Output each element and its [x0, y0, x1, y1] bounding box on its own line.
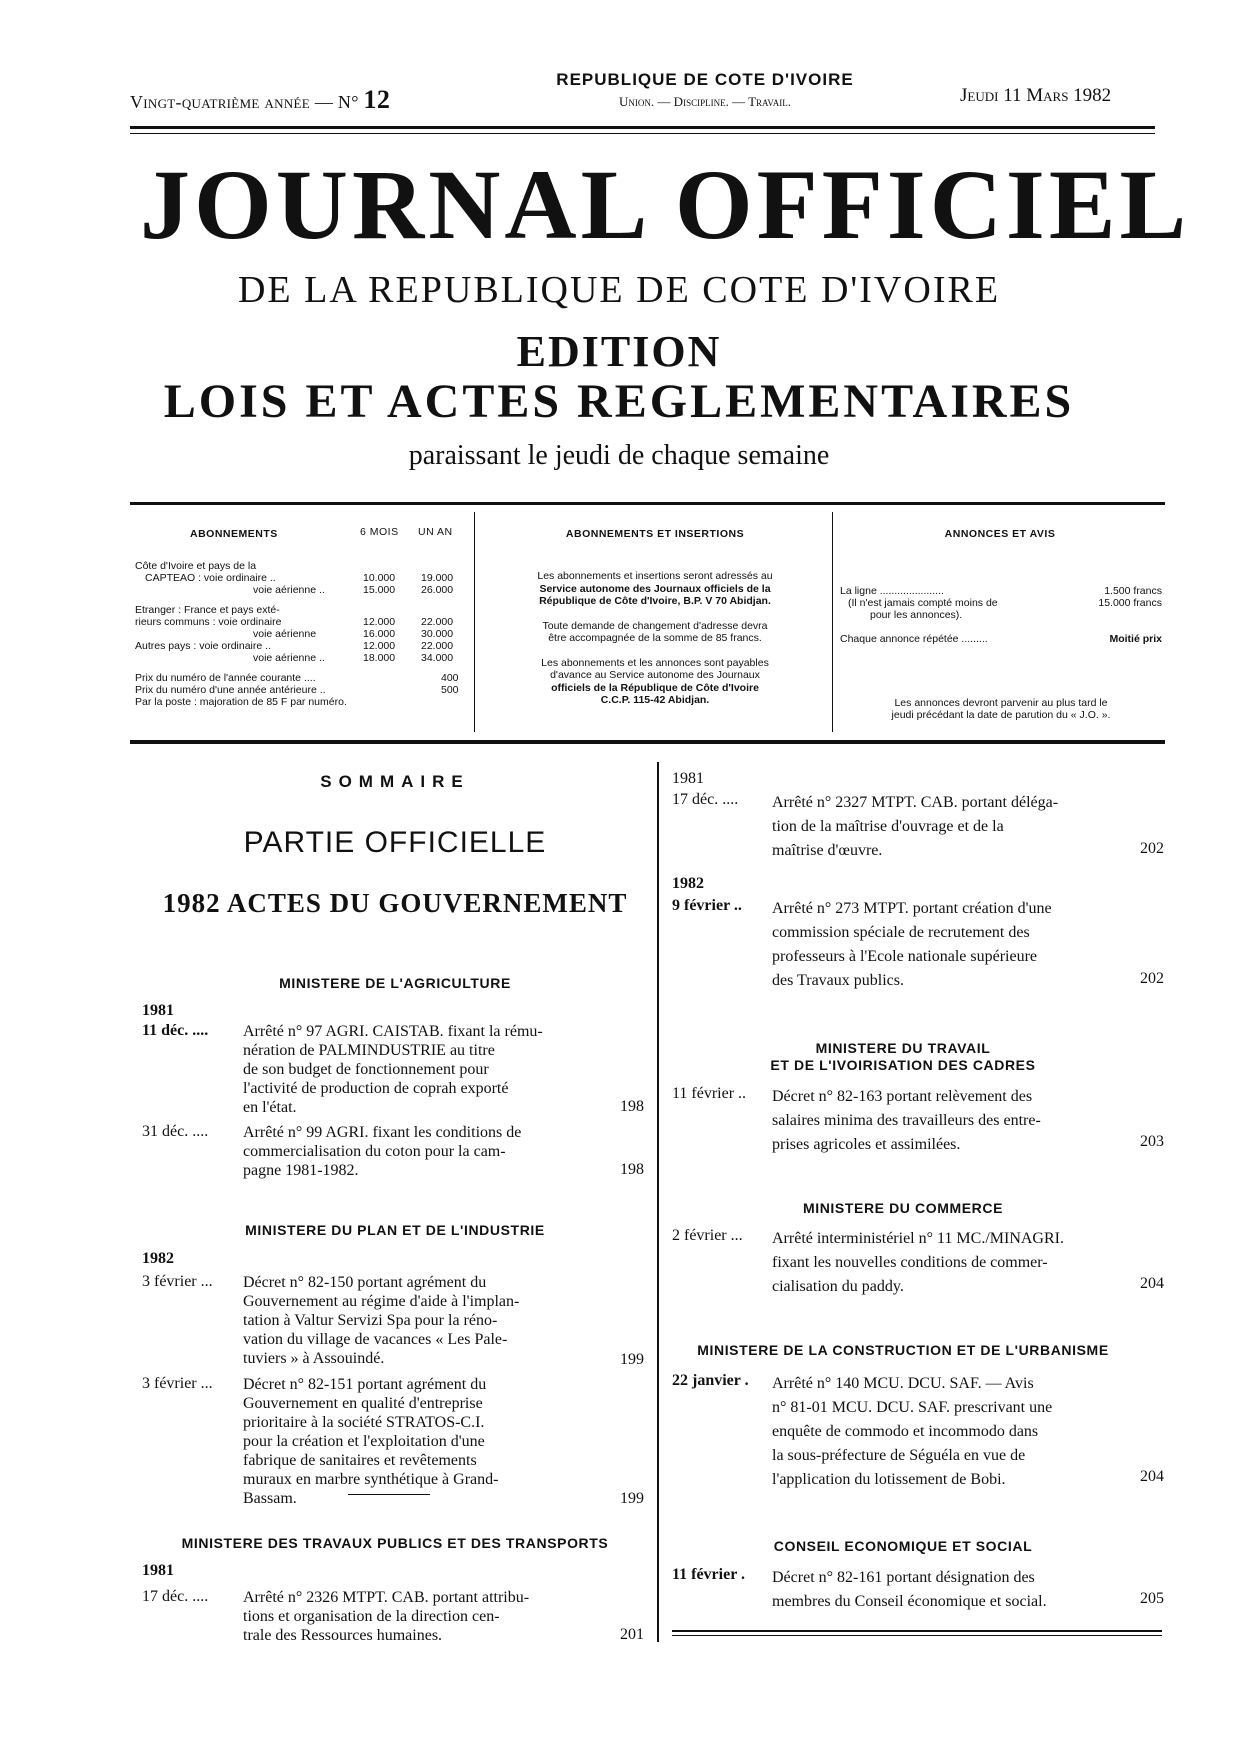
abonnements-table — [135, 560, 470, 720]
entry-line: fabrique de sanitaires et revêtements — [243, 1452, 477, 1469]
tarif-6mois: 16.000 — [363, 628, 396, 640]
edition-name: LOIS ET ACTES REGLEMENTAIRES — [163, 375, 1075, 428]
entry-line: n° 81-01 MCU. DCU. SAF. prescrivant une — [772, 1399, 1053, 1416]
ministere-heading: MINISTERE DU TRAVAIL — [815, 1040, 991, 1056]
entry-line: prioritaire à la société STRATOS-C.I. — [243, 1414, 485, 1431]
abonnements-col-1an: UN AN — [418, 526, 453, 538]
ministere-heading: ET DE L'IVOIRISATION DES CADRES — [770, 1057, 1036, 1073]
entry-line: l'activité de production de coprah exporté — [243, 1080, 509, 1097]
box-rule-top — [130, 502, 1165, 505]
tarif-row — [253, 584, 325, 597]
entry-text — [243, 1123, 595, 1180]
entry-line: Décret n° 82-150 portant agrément du — [243, 1274, 487, 1291]
entry-line: nération de PALMINDUSTRIE au titre — [243, 1042, 495, 1059]
year-heading: 1981 — [142, 1002, 174, 1019]
entry-date: 3 février ... — [142, 1375, 213, 1392]
journal-subtitle: DE LA REPUBLIQUE DE COTE D'IVOIRE — [237, 269, 1001, 311]
entry-line: trale des Ressources humaines. — [243, 1627, 443, 1644]
issue-number-label: N° — [337, 92, 359, 112]
prix-courant-value: 400 — [441, 672, 459, 684]
entry-text — [772, 1372, 1122, 1492]
issue-year: Vingt-quatrième année — [130, 92, 310, 112]
tarif-row — [253, 628, 316, 641]
tarif-6mois: 12.000 — [363, 616, 396, 628]
entry-line: Arrêté n° 273 MTPT. portant création d'une — [772, 900, 1052, 917]
entry-line: enquête de commodo et incommodo dans — [772, 1423, 1039, 1440]
entry-line: de son budget de fonctionnement pour — [243, 1061, 489, 1078]
issue-number: 12 — [363, 85, 391, 114]
publication-frequency: paraissant le jeudi de chaque semaine — [408, 440, 830, 471]
year-heading: 1982 — [672, 875, 704, 892]
republic-name: REPUBLIQUE DE COTE D'IVOIRE — [556, 70, 854, 89]
tarif-row — [135, 604, 280, 617]
entry-page: 199 — [620, 1351, 644, 1368]
issue-date: Jeudi 11 Mars 1982 — [960, 85, 1112, 106]
tarif-1an: 30.000 — [421, 628, 454, 640]
entry-line: tions et organisation de la direction cen- — [243, 1608, 500, 1625]
entry-line: Arrêté interministériel n° 11 MC./MINAGRI. — [772, 1230, 1064, 1247]
tarif-label: rieurs communs : voie ordinaire — [135, 616, 282, 628]
entry-line: Décret n° 82-163 portant relèvement des — [772, 1088, 1033, 1105]
entry-separator — [348, 1494, 430, 1495]
annonce-note: pour les annonces). — [870, 609, 963, 621]
entry-date: 11 février . — [672, 1566, 746, 1583]
box-rule-bottom — [130, 740, 1165, 744]
entry-line: tation à Valtur Servizi Spa pour la réno- — [243, 1312, 498, 1329]
tarif-label: Etranger : France et pays exté- — [135, 604, 280, 616]
annonce-note: (Il n'est jamais compté moins de — [848, 597, 998, 609]
tarif-label: Côte d'Ivoire et pays de la — [135, 560, 257, 572]
entry-line: professeurs à l'Ecole nationale supérieure — [772, 948, 1037, 965]
entry-text — [243, 1375, 595, 1508]
insertions-line: Les abonnements et insertions seront adressés au — [537, 570, 773, 582]
actes-title: 1982 ACTES DU GOUVERNEMENT — [162, 888, 628, 918]
tarif-6mois: 18.000 — [363, 652, 396, 664]
header-rule-thin — [130, 133, 1155, 134]
poste-note: Par la poste : majoration de 85 F par numéro. — [135, 696, 347, 708]
ministere-heading: MINISTERE DES TRAVAUX PUBLICS ET DES TRANSPORTS — [181, 1535, 609, 1551]
entry-page: 205 — [1140, 1590, 1164, 1607]
tarif-6mois: 10.000 — [363, 572, 396, 584]
entry-date: 31 déc. .... — [142, 1123, 209, 1140]
ministere-heading: MINISTERE DE LA CONSTRUCTION ET DE L'URBANISME — [697, 1342, 1109, 1358]
journal-title: JOURNAL OFFICIEL — [140, 149, 1191, 260]
entry-text — [772, 1227, 1122, 1299]
ministere-heading: CONSEIL ECONOMIQUE ET SOCIAL — [773, 1538, 1033, 1554]
entry-line: membres du Conseil économique et social. — [772, 1593, 1047, 1610]
entry-page: 204 — [1140, 1275, 1164, 1292]
ministere-heading: MINISTERE DE L'AGRICULTURE — [279, 975, 511, 991]
tarif-row — [135, 560, 256, 573]
annonce-delai: Les annonces devront parvenir au plus tard le — [894, 697, 1108, 709]
partie-officielle-title: PARTIE OFFICIELLE — [243, 826, 547, 859]
tarif-1an: 22.000 — [421, 616, 454, 628]
annonce-ligne-label: La ligne ...................... — [840, 585, 944, 597]
sommaire-title: SOMMAIRE — [320, 772, 470, 791]
year-heading: 1981 — [142, 1562, 174, 1579]
entry-date: 17 déc. .... — [142, 1588, 209, 1605]
insertions-text — [485, 570, 825, 707]
end-rule-thick — [672, 1630, 1162, 1632]
entry-line: muraux en marbre synthétique à Grand- — [243, 1471, 499, 1488]
entry-line: maîtrise d'œuvre. — [772, 842, 883, 859]
tarif-label: voie aérienne — [253, 628, 317, 640]
entry-line: pour la création et l'exploitation d'une — [243, 1433, 485, 1450]
tarif-1an: 19.000 — [421, 572, 454, 584]
entry-page: 198 — [620, 1161, 644, 1178]
entry-line: Arrêté n° 2327 MTPT. CAB. portant déléga- — [772, 794, 1059, 811]
entry-line: pagne 1981-1982. — [243, 1162, 359, 1179]
tarif-row — [135, 640, 271, 653]
entry-page: 203 — [1140, 1133, 1164, 1150]
entry-line: Bassam. — [243, 1490, 297, 1507]
tarif-label: Autres pays : voie ordinaire .. — [135, 640, 271, 652]
annonce-repetee-value: Moitié prix — [1109, 633, 1162, 645]
republic-block — [540, 70, 870, 110]
entry-page: 198 — [620, 1098, 644, 1115]
entry-text — [772, 791, 1122, 863]
entry-page: 202 — [1140, 840, 1164, 857]
abonnements-col-6mois: 6 MOIS — [360, 526, 399, 538]
entry-date: 2 février ... — [672, 1227, 743, 1244]
issue-info: Vingt-quatrième année — N° 12 — [130, 85, 391, 114]
annonce-note-value: 15.000 francs — [1098, 597, 1162, 609]
entry-line: tuviers » à Assouindé. — [243, 1350, 385, 1367]
annonces-title: ANNONCES ET AVIS — [944, 528, 1056, 540]
entry-line: Arrêté n° 140 MCU. DCU. SAF. — Avis — [772, 1375, 1034, 1392]
entry-line: cialisation du paddy. — [772, 1278, 904, 1295]
tarif-label: voie aérienne .. — [253, 584, 325, 596]
year-heading: 1981 — [672, 770, 704, 787]
annonces-text — [840, 585, 1162, 725]
tarif-row — [135, 616, 281, 629]
entry-line: salaires minima des travailleurs des entre- — [772, 1112, 1041, 1129]
entry-line: prises agricoles et assimilées. — [772, 1136, 961, 1153]
column-divider — [657, 762, 659, 1642]
entry-text — [243, 1588, 595, 1645]
tarif-1an: 22.000 — [421, 640, 454, 652]
tarif-6mois: 12.000 — [363, 640, 396, 652]
insertions-line: Toute demande de changement d'adresse devra — [542, 619, 768, 632]
entry-line: Décret n° 82-151 portant agrément du — [243, 1376, 487, 1393]
entry-line: l'application du lotissement de Bobi. — [772, 1471, 1006, 1488]
annonce-repetee-label: Chaque annonce répétée ......... — [840, 633, 988, 645]
tarif-1an: 34.000 — [421, 652, 454, 664]
entry-line: commercialisation du coton pour la cam- — [243, 1143, 506, 1160]
box-divider-right — [832, 512, 833, 732]
entry-text — [772, 1566, 1122, 1614]
tarif-6mois: 15.000 — [363, 584, 396, 596]
tarif-row — [145, 572, 276, 585]
tarif-1an: 26.000 — [421, 584, 454, 596]
entry-line: commission spéciale de recrutement des — [772, 924, 1030, 941]
insertions-line: Les abonnements et les annonces sont payables — [541, 656, 769, 669]
annonce-ligne-prix: 1.500 francs — [1104, 585, 1162, 597]
prix-anterieur-label: Prix du numéro d'une année antérieure .. — [135, 684, 326, 696]
annonce-delai: jeudi précédant la date de parution du « J.O. ». — [891, 709, 1111, 721]
entry-line: Gouvernement en qualité d'entreprise — [243, 1395, 483, 1412]
entry-page: 202 — [1140, 970, 1164, 987]
entry-line: des Travaux publics. — [772, 972, 904, 989]
header-rule-thick — [130, 126, 1155, 129]
entry-line: Gouvernement au régime d'aide à l'implan- — [243, 1293, 520, 1310]
end-rule-thin — [672, 1635, 1162, 1636]
insertions-title: ABONNEMENTS ET INSERTIONS — [565, 528, 745, 540]
prix-courant-label: Prix du numéro de l'année courante .... — [135, 672, 316, 684]
entry-date: 17 déc. .... — [672, 791, 739, 808]
tarif-row — [253, 652, 325, 665]
entry-line: la sous-préfecture de Séguéla en vue de — [772, 1447, 1026, 1464]
insertions-line: être accompagnée de la somme de 85 francs. — [548, 632, 762, 644]
entry-page: 199 — [620, 1490, 644, 1507]
entry-line: vation du village de vacances « Les Pale- — [243, 1331, 508, 1348]
entry-line: Arrêté n° 99 AGRI. fixant les conditions de — [243, 1124, 522, 1141]
entry-line: Arrêté n° 97 AGRI. CAISTAB. fixant la rému- — [243, 1023, 543, 1040]
box-divider-left — [474, 512, 475, 732]
entry-line: fixant les nouvelles conditions de commer- — [772, 1254, 1048, 1271]
insertions-line: officiels de la République de Côte d'Ivoire — [551, 681, 759, 694]
year-heading: 1982 — [142, 1250, 174, 1267]
edition-label: EDITION — [516, 327, 722, 376]
insertions-line: C.C.P. 115-42 Abidjan. — [600, 694, 710, 706]
tarif-label: voie aérienne .. — [253, 652, 325, 664]
insertions-line: République de Côte d'Ivoire, B.P. V 70 Abidjan. — [539, 595, 771, 607]
entry-date: 11 février .. — [672, 1085, 747, 1102]
abonnements-title: ABONNEMENTS — [190, 528, 278, 540]
entry-text — [772, 1085, 1122, 1157]
entry-text — [243, 1022, 595, 1117]
entry-date: 22 janvier . — [672, 1372, 749, 1389]
entry-page: 204 — [1140, 1468, 1164, 1485]
entry-date: 3 février ... — [142, 1273, 213, 1290]
entry-line: Décret n° 82-161 portant désignation des — [772, 1569, 1035, 1586]
prix-anterieur-value: 500 — [441, 684, 459, 696]
entry-line: Arrêté n° 2326 MTPT. CAB. portant attribu- — [243, 1589, 530, 1606]
entry-date: 9 février .. — [672, 897, 742, 914]
insertions-line: d'avance au Service autonome des Journaux — [550, 669, 760, 681]
entry-date: 11 déc. .... — [142, 1022, 209, 1039]
ministere-heading: MINISTERE DU COMMERCE — [802, 1200, 1004, 1216]
entry-line: tion de la maîtrise d'ouvrage et de la — [772, 818, 1004, 835]
insertions-line: Service autonome des Journaux officiels de la — [539, 582, 771, 595]
republic-motto: Union. — Discipline. — Travail. — [619, 94, 791, 109]
entry-line: en l'état. — [243, 1099, 297, 1116]
entry-page: 201 — [620, 1626, 644, 1643]
entry-text — [243, 1273, 595, 1368]
ministere-heading: MINISTERE DU PLAN ET DE L'INDUSTRIE — [245, 1222, 545, 1238]
entry-text — [772, 897, 1122, 993]
tarif-label: CAPTEAO : voie ordinaire .. — [145, 572, 276, 584]
